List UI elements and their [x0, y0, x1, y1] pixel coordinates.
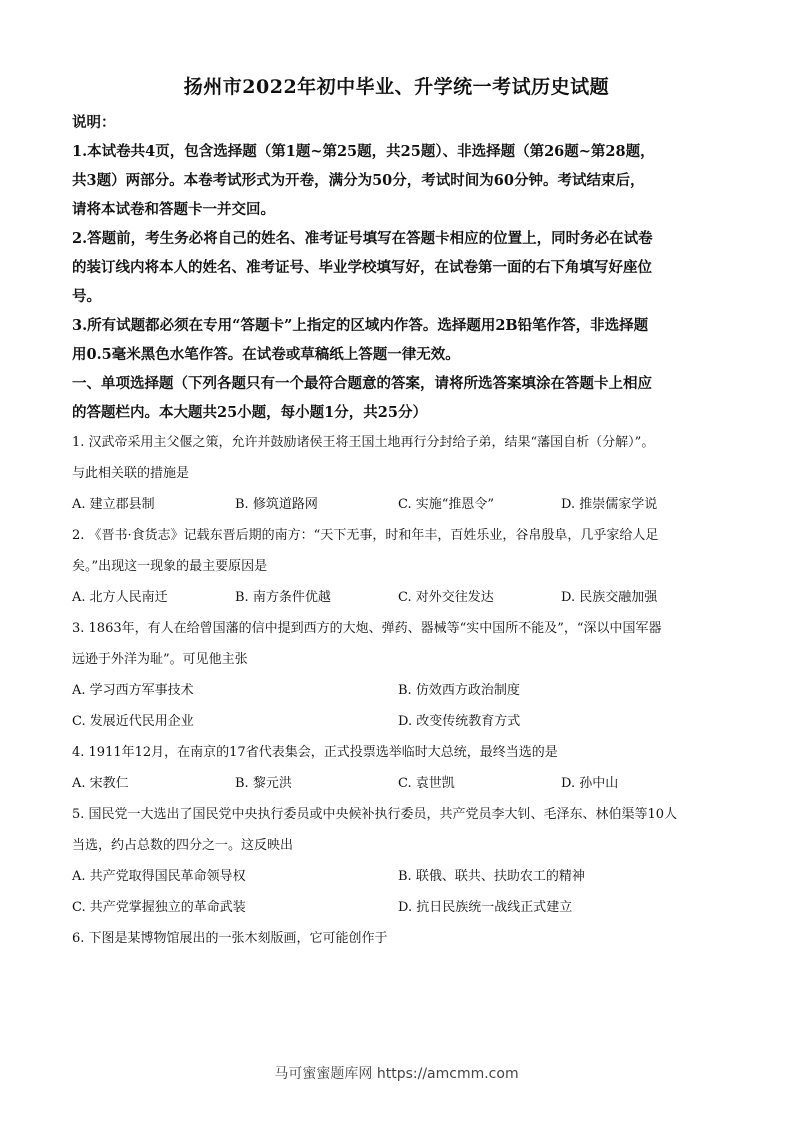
option-a: A. 建立郡县制 [72, 497, 155, 512]
option-b: B. 修筑道路网 [235, 497, 318, 512]
question-5-text: 当选，约占总数的四分之一。这反映出 [72, 838, 294, 853]
instruction-line: 1.本试卷共4页，包含选择题（第1题~第25题，共25题）、非选择题（第26题~第28题， [72, 143, 655, 160]
question-3-options [72, 675, 724, 706]
option-d: D. 孙中山 [561, 776, 619, 791]
question-3-text: 远逊于外洋为耻”。可见他主张 [72, 652, 248, 667]
question-2-text: 矣。”出现这一现象的最主要原因是 [72, 559, 268, 574]
page-title: 扬州市2022年初中毕业、升学统一考试历史试题 [183, 76, 610, 98]
option-a: A. 宋教仁 [72, 776, 129, 791]
question-4-text: 4. 1911年12月，在南京的17省代表集会，正式投票选举临时大总统，最终当选的是 [72, 745, 558, 760]
option-d: D. 改变传统教育方式 [398, 714, 521, 729]
question-5-options [72, 892, 724, 923]
option-c: C. 对外交往发达 [398, 590, 494, 605]
instruction-line: 用0.5毫米黑色水笔作答。在试卷或草稿纸上答题一律无效。 [72, 346, 460, 363]
option-d: D. 推崇儒家学说 [561, 497, 658, 512]
option-a: A. 北方人民南迁 [72, 590, 168, 605]
question-1-text: 与此相关联的措施是 [72, 466, 190, 481]
option-d: D. 民族交融加强 [561, 590, 658, 605]
option-a: A. 学习西方军事技术 [72, 683, 194, 698]
question-5-options [72, 861, 724, 892]
option-c: C. 共产党掌握独立的革命武装 [72, 900, 246, 915]
option-b: B. 联俄、联共、扶助农工的精神 [398, 869, 585, 884]
option-d: D. 抗日民族统一战线正式建立 [398, 900, 573, 915]
instruction-line: 号。 [72, 288, 101, 305]
question-2-text: 2. 《晋书·食货志》记载东晋后期的南方：“天下无事，时和年丰，百姓乐业，谷帛殷阜，几乎家给人足 [72, 528, 659, 543]
question-2-options [72, 582, 724, 613]
instruction-line: 的装订线内将本人的姓名、准考证号、毕业学校填写好，在试卷第一面的右下角填写好座位 [72, 259, 652, 276]
footer-watermark: 马可蜜蜜题库网 https://amcmm.com [274, 1066, 519, 1082]
option-c: C. 袁世凯 [398, 776, 455, 791]
question-6-text: 6. 下图是某博物馆展出的一张木刻版画，它可能创作于 [72, 931, 388, 946]
option-c: C. 发展近代民用企业 [72, 714, 194, 729]
section-heading: 一、单项选择题（下列各题只有一个最符合题意的答案，请将所选答案填涂在答题卡上相应 [72, 375, 652, 392]
page-content [72, 108, 724, 954]
option-c: C. 实施“推恩令” [398, 497, 495, 512]
option-b: B. 仿效西方政治制度 [398, 683, 520, 698]
question-3-text: 3. 1863年，有人在给曾国藩的信中提到西方的大炮、弹药、器械等“实中国所不能及”，“深以中国军器 [72, 621, 662, 636]
instructions-header: 说明： [72, 114, 116, 131]
option-b: B. 南方条件优越 [235, 590, 331, 605]
instruction-line: 共3题）两部分。本卷考试形式为开卷，满分为50分，考试时间为60分钟。考试结束后， [72, 172, 645, 189]
instruction-line: 2.答题前，考生务必将自己的姓名、准考证号填写在答题卡相应的位置上，同时务必在试卷 [72, 230, 653, 247]
instruction-line: 3.所有试题都必须在专用“答题卡”上指定的区域内作答。选择题用2B铅笔作答，非选择题 [72, 317, 649, 334]
question-5-text: 5. 国民党一大选出了国民党中央执行委员或中央候补执行委员，共产党员李大钊、毛泽东、林伯渠等10人 [72, 807, 678, 822]
section-heading: 的答题栏内。本大题共25小题，每小题1分，共25分） [72, 404, 427, 421]
instruction-line: 请将本试卷和答题卡一并交回。 [72, 201, 275, 218]
question-3-options [72, 706, 724, 737]
question-1-options [72, 489, 724, 520]
option-b: B. 黎元洪 [235, 776, 292, 791]
question-4-options [72, 768, 724, 799]
question-1-text: 1. 汉武帝采用主父偃之策，允许并鼓励诸侯王将王国土地再行分封给子弟，结果“藩国自析（分解）”。 [72, 435, 655, 450]
option-a: A. 共产党取得国民革命领导权 [72, 869, 246, 884]
